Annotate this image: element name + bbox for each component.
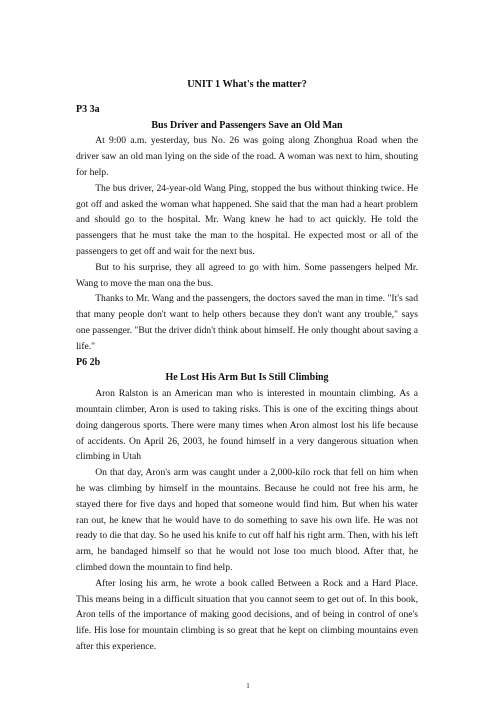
paragraph: But to his surprise, they all agreed to go with him. Some passengers helped Mr. Wang to move the man ona the bus. [76,261,418,289]
page-number: 1 [246,682,250,690]
section-label: P3 3a [76,103,100,115]
paragraph: The bus driver, 24-year-old Wang Ping, stopped the bus without thinking twice. He got off and asked the woman what happened. She said that the man had a heart problem and should go to the hospital. Mr. Wang knew he had to act quickly. He told the passengers that he must take the man to the hospital. He expected most or all of the passengers to get off and wait for the next bus. [76,182,418,257]
unit-title: UNIT 1 What's the matter? [187,79,307,90]
section-2b [76,355,418,655]
section-3a [76,102,418,355]
paragraph: Thanks to Mr. Wang and the passengers, the doctors saved the man in time. "It's sad that many people don't want to help others because they don't want any trouble," says one passenger. "But the driver didn't think about himself. He only thought about saving a life." [76,293,418,352]
article-title: Bus Driver and Passengers Save an Old Man [151,119,343,131]
paragraph: At 9:00 a.m. yesterday, bus No. 26 was going along Zhonghua Road when the driver saw an old man lying on the side of the road. A woman was next to him, shouting for help. [76,135,418,178]
article-title: He Lost His Arm But Is Still Climbing [165,372,329,384]
paragraph: Aron Ralston is an American man who is interested in mountain climbing. As a mountain climber, Aron is used to taking risks. This is one of the exciting things about doing dangerous sports. There were many times when Aron almost lost his life because of accidents. On April 26, 2003, he found himself in a very dangerous situation when climbing in Utah [76,388,418,463]
paragraph: After losing his arm, he wrote a book called Between a Rock and a Hard Place. This means being in a difficult situation that you cannot seem to get out of. In this book, Aron tells of the importance of making good decisions, and of being in control of one's life. His lose for mountain climbing is so great that he kept on climbing mountains even after this experience. [76,577,418,652]
paragraph: On that day, Aron's arm was caught under a 2,000-kilo rock that fell on him when he was climbing by himself in the mountains. Because he could not free his arm, he stayed there for five days and hoped that someone would find him. But when his water ran out, he knew that he would have to do something to save his own life. He was not ready to die that day. So he used his knife to cut off half his right arm. Then, with his left arm, he bandaged himself so that he would not lose too much blood. After that, he climbed down the mountain to find help. [76,467,418,573]
document-content [76,77,418,655]
section-label: P6 2b [76,356,101,368]
